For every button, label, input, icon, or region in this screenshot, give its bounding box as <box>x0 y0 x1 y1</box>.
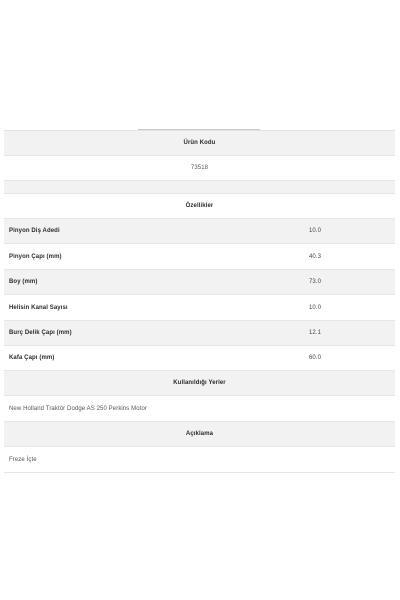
usage-header-label: Kullanıldığı Yerler <box>173 380 226 386</box>
feature-row <box>4 346 395 371</box>
feature-row <box>4 321 395 346</box>
description-header <box>4 422 395 447</box>
feature-label: Helisin Kanal Sayısı <box>9 304 68 311</box>
feature-value: 40.3 <box>309 253 322 260</box>
usage-row <box>4 396 395 422</box>
usage-header <box>4 371 395 396</box>
feature-label: Pinyon Diş Adedi <box>9 228 60 234</box>
feature-value: 73.0 <box>309 279 322 285</box>
feature-row <box>4 219 395 244</box>
feature-label: Boy (mm) <box>9 279 38 285</box>
feature-row <box>4 244 395 270</box>
product-code-header <box>4 131 395 156</box>
description-row <box>4 447 395 473</box>
features-header <box>4 194 395 219</box>
feature-label: Burç Delik Çapı (mm) <box>9 330 72 336</box>
feature-value: 12.1 <box>309 330 322 336</box>
feature-label: Pinyon Çapı (mm) <box>9 253 62 260</box>
usage-text: New Holland Traktör Dodge AS 250 Perkins Motor <box>9 405 147 412</box>
description-text: Freze İçte <box>9 456 37 463</box>
feature-row <box>4 295 395 321</box>
features-header-label: Özellikler <box>185 203 214 209</box>
feature-label: Kafa Çapı (mm) <box>9 355 55 361</box>
feature-value: 10.0 <box>309 228 322 234</box>
product-code-header-label: Ürün Kodu <box>183 140 216 146</box>
spacer-row <box>4 181 395 194</box>
product-code-value: 73518 <box>190 165 209 171</box>
description-header-label: Açıklama <box>185 431 214 437</box>
product-code-row <box>4 156 395 181</box>
feature-value: 10.0 <box>309 304 322 311</box>
product-spec-table <box>4 130 395 473</box>
feature-row <box>4 270 395 295</box>
feature-value: 60.0 <box>309 355 322 361</box>
